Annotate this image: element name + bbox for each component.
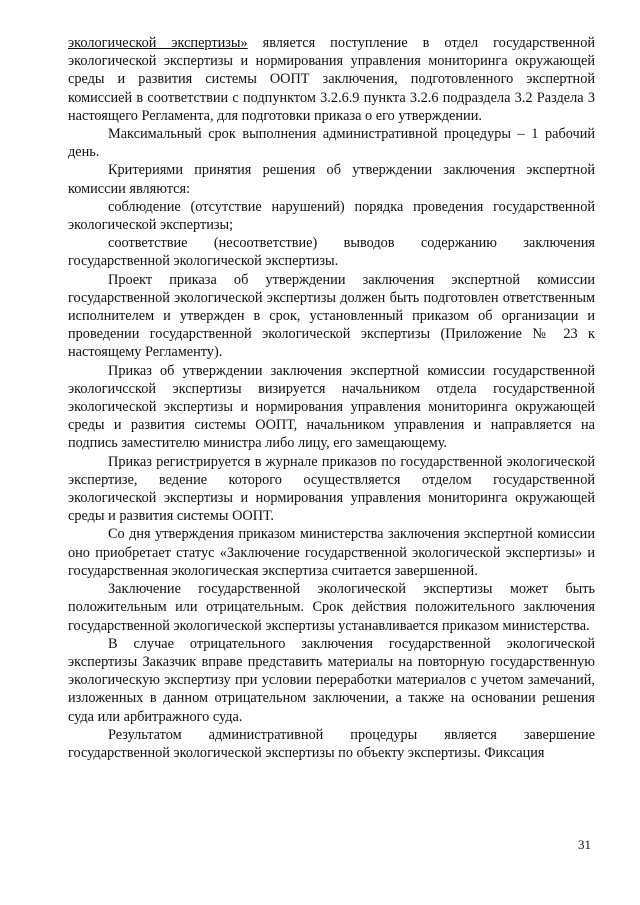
paragraph-conclusion-types: Заключение государственной экологической экспертизы может быть положительным или отрицательным. Срок действия положительного заключения государственной экологической экспертизы устанавливается приказом министерства. xyxy=(68,581,595,634)
paragraph-conclusion-status: Со дня утверждения приказом министерства заключения экспертной комиссии оно приобретает статус «Заключение государственной экологической экспертизы» и государственная экологическая экспертиза считается завершенной. xyxy=(68,526,595,579)
paragraph-criterion-2: соответствие (несоответствие) выводов содержанию заключения государственной экологической экспертизы. xyxy=(68,235,595,270)
paragraph-continuation xyxy=(68,34,595,125)
paragraph-criterion-1: соблюдение (отсутствие нарушений) порядка проведения государственной экологической экспертизы; xyxy=(68,198,595,234)
paragraph-draft-order: Проект приказа об утверждении заключения экспертной комиссии государственной экологической экспертизы должен быть подготовлен ответственным исполнителем и утвержден в срок, установленный приказом об организации и проведении государственной экологической экспертизы (Приложение № 23 к настоящему Регламенту). xyxy=(68,271,595,361)
paragraph-result: Результатом административной процедуры является завершение государственной экологической экспертизы по объекту экспертизы. Фиксация xyxy=(68,726,595,761)
underlined-lead-text: экологической экспертизы» xyxy=(68,35,248,51)
page-number: 31 xyxy=(578,837,591,852)
paragraph-max-term: Максимальный срок выполнения административной процедуры – 1 рабочий день. xyxy=(68,126,595,161)
paragraph-order-registration: Приказ регистрируется в журнале приказов по государственной экологической экспертизе, ведение которого осуществляется отделом государственной экологической экспертизы и нормирования управления мониторинга окружающей среды и развития системы ООПТ. xyxy=(68,453,595,525)
paragraph-criteria-intro: Критериями принятия решения об утверждении заключения экспертной комиссии являются: xyxy=(68,162,595,197)
paragraph-order-approval: Приказ об утверждении заключения экспертной комиссии государственной экологичсской экспертизы визируется начальником отдела государственной экологической экспертизы и нормирования управления мониторинга окружающей среды и развития системы ООПТ, начальником управления и направляется на подпись заместителю министра либо лицу, его замещающему. xyxy=(68,362,595,452)
paragraph-negative-conclusion: В случае отрицательного заключения государственной экологической экспертизы Заказчик вправе представить материалы на повторную государственную экологическую экспертизу при условии переработки материалов с учетом замечаний, изложенных в данном отрицательном заключении, а также на основании решения суда или арбитражного суда. xyxy=(68,635,595,725)
paragraph-text: является поступление в отдел государственной экологической экспертизы и нормирования управления мониторинга окружающей среды и развития системы ООПТ заключения, подготовленного экспертной комиссией в соответствии с подпунктом 3.2.6.9 пункта 3.2.6 подраздела 3.2 Раздела 3 настоящего Регламента, для подготовки приказа о его утверждении. xyxy=(68,35,595,124)
document-page xyxy=(68,34,595,762)
